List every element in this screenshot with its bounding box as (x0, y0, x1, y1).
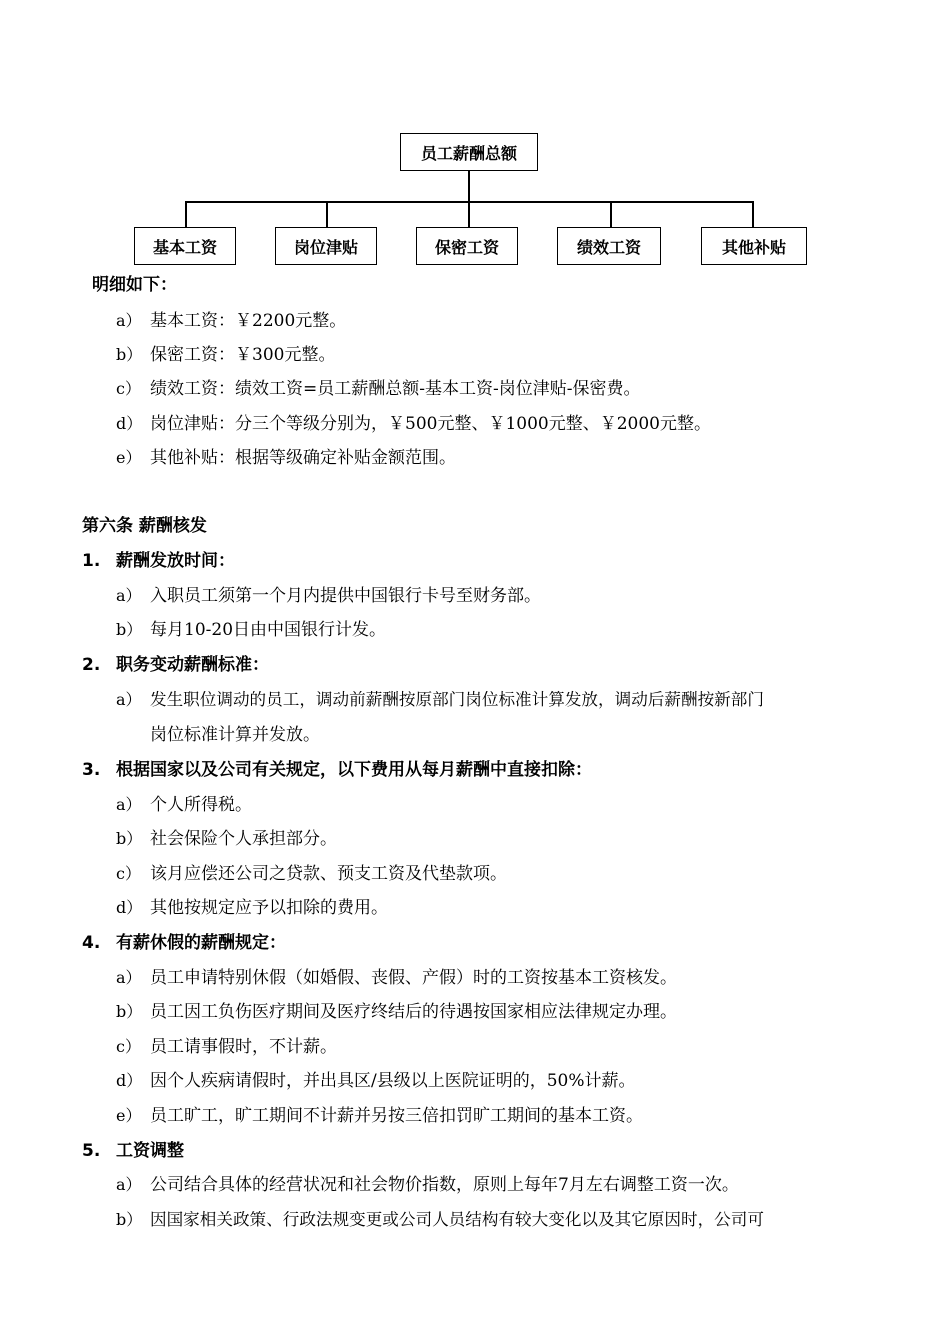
list-item-text: 保密工资：￥300元整。 (150, 345, 336, 365)
list-label: b） (116, 620, 143, 639)
list-item-text: 其他补贴：根据等级确定补贴金额范围。 (150, 448, 456, 468)
org-connector-drop (610, 201, 612, 228)
list-item-text: 因个人疾病请假时，并出具区/县级以上医院证明的，50%计薪。 (150, 1071, 636, 1091)
list-item-text: 每月10-20日由中国银行计发。 (150, 620, 387, 640)
org-connector-drop (752, 201, 754, 228)
list-item-text: 员工请事假时，不计薪。 (150, 1037, 337, 1057)
list-label: b） (116, 1210, 143, 1229)
section-number: 2. (82, 655, 101, 675)
list-label: c） (116, 1037, 141, 1056)
section-title: 工资调整 (116, 1141, 184, 1161)
list-label: c） (116, 379, 141, 398)
list-item-text: 基本工资：￥2200元整。 (150, 311, 347, 331)
list-label: a） (116, 586, 142, 605)
list-label: a） (116, 690, 142, 709)
section-number: 5. (82, 1141, 101, 1161)
list-label: b） (116, 829, 143, 848)
list-item-text: 其他按规定应予以扣除的费用。 (150, 898, 388, 918)
list-label: d） (116, 1071, 143, 1090)
list-label: e） (116, 448, 142, 467)
list-label: b） (116, 1002, 143, 1021)
org-child-box: 岗位津贴 (275, 227, 377, 265)
list-item-text: 该月应偿还公司之贷款、预支工资及代垫款项。 (150, 864, 507, 884)
list-item-text: 入职员工须第一个月内提供中国银行卡号至财务部。 (150, 586, 541, 606)
list-item-text: 岗位津贴：分三个等级分别为，￥500元整、￥1000元整、￥2000元整。 (150, 414, 711, 434)
list-item-text: 员工因工负伤医疗期间及医疗终结后的待遇按国家相应法律规定办理。 (150, 1002, 677, 1022)
org-child-box: 绩效工资 (557, 227, 661, 265)
section-number: 3. (82, 760, 101, 780)
list-item-text: 社会保险个人承担部分。 (150, 829, 337, 849)
list-item-text: 个人所得税。 (150, 795, 252, 815)
list-item-text: 绩效工资：绩效工资=员工薪酬总额-基本工资-岗位津贴-保密费。 (150, 379, 641, 399)
org-root-box: 员工薪酬总额 (400, 133, 538, 171)
org-connector-drop (326, 201, 328, 228)
article-title: 第六条 薪酬核发 (82, 516, 207, 536)
list-label: d） (116, 898, 143, 917)
org-child-box: 其他补贴 (701, 227, 807, 265)
list-label: c） (116, 864, 141, 883)
section-title: 薪酬发放时间： (116, 551, 235, 571)
org-connector-drop (468, 201, 470, 228)
org-connector-drop (185, 201, 187, 228)
section-title: 职务变动薪酬标准： (116, 655, 269, 675)
org-child-box: 基本工资 (134, 227, 236, 265)
list-label: e） (116, 1106, 142, 1125)
details-heading: 明细如下： (92, 275, 177, 295)
list-label: a） (116, 795, 142, 814)
list-item-text: 发生职位调动的员工，调动前薪酬按原部门岗位标准计算发放，调动后薪酬按新部门 (150, 690, 764, 709)
list-label: a） (116, 311, 142, 330)
list-item-text: 因国家相关政策、行政法规变更或公司人员结构有较大变化以及其它原因时，公司可 (150, 1210, 764, 1229)
list-item-text: 公司结合具体的经营状况和社会物价指数，原则上每年7月左右调整工资一次。 (150, 1175, 739, 1195)
section-number: 4. (82, 933, 101, 953)
section-title: 根据国家以及公司有关规定，以下费用从每月薪酬中直接扣除： (116, 760, 592, 780)
list-label: a） (116, 968, 142, 987)
section-title: 有薪休假的薪酬规定： (116, 933, 286, 953)
list-item-text: 员工旷工，旷工期间不计薪并另按三倍扣罚旷工期间的基本工资。 (150, 1106, 643, 1126)
list-item-text: 员工申请特别休假（如婚假、丧假、产假）时的工资按基本工资核发。 (150, 968, 677, 988)
list-item-text: 岗位标准计算并发放。 (150, 725, 320, 745)
list-label: d） (116, 414, 143, 433)
list-label: b） (116, 345, 143, 364)
list-label: a） (116, 1175, 142, 1194)
org-connector-vertical (468, 171, 470, 202)
section-number: 1. (82, 551, 101, 571)
org-child-box: 保密工资 (416, 227, 518, 265)
